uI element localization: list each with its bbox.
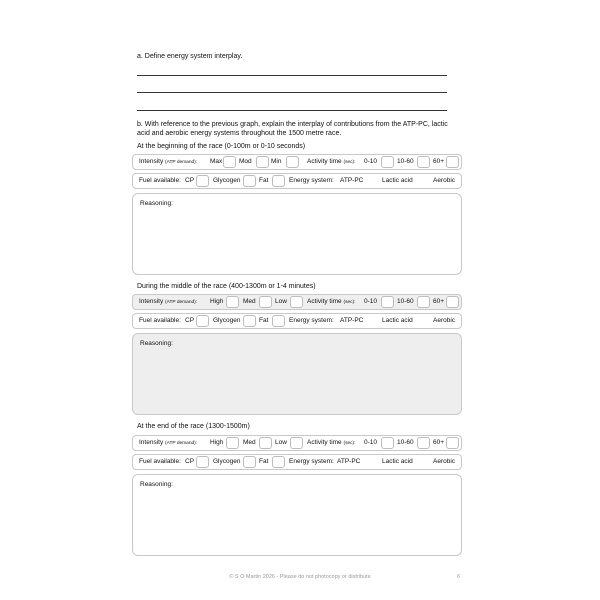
activity-option-60-plus: 60+	[433, 158, 445, 165]
fuel-option-glycogen: Glycogen	[213, 177, 241, 184]
activity-option-60-plus: 60+	[433, 298, 445, 305]
intensity-option-med: Med	[243, 439, 256, 446]
energy-option-atp-pc: ATP-PC	[340, 177, 364, 184]
energy-option-atp-pc: ATP-PC	[340, 317, 364, 324]
intensity-label: Intensity (ATP demand):	[139, 439, 198, 446]
fuel-option-cp: CP	[185, 177, 195, 184]
activity-option-60-plus: 60+	[433, 439, 445, 446]
section-1-title: At the beginning of the race (0-100m or 0-10 seconds)	[137, 143, 306, 150]
fuel-fat-checkbox[interactable]	[272, 315, 285, 327]
fuel-option-fat: Fat	[259, 317, 269, 324]
activity-label: Activity time (sec):	[307, 439, 356, 446]
activity-0-10-checkbox[interactable]	[381, 296, 394, 308]
fuel-option-cp: CP	[185, 317, 195, 324]
fuel-glycogen-checkbox[interactable]	[243, 175, 256, 187]
fuel-option-cp: CP	[185, 458, 195, 465]
intensity-med-checkbox[interactable]	[259, 296, 272, 308]
fuel-cp-checkbox[interactable]	[196, 315, 209, 327]
fuel-option-glycogen: Glycogen	[213, 317, 241, 324]
intensity-high-checkbox[interactable]	[226, 296, 239, 308]
activity-label: Activity time (sec):	[307, 298, 356, 305]
fuel-glycogen-checkbox[interactable]	[243, 456, 256, 468]
energy-option-lactic-acid: Lactic acid	[382, 177, 413, 184]
section-1-intensity-row	[132, 154, 462, 170]
question-b-line-1: b. With reference to the previous graph, explain the interplay of contributions from the ATP-PC, lactic	[137, 121, 448, 128]
intensity-mod-checkbox[interactable]	[256, 156, 269, 168]
intensity-med-checkbox[interactable]	[259, 437, 272, 449]
energy-label: Energy system:	[289, 458, 334, 465]
intensity-max-checkbox[interactable]	[223, 156, 236, 168]
section-2-fuel-row	[132, 313, 462, 329]
reasoning-label: Reasoning:	[140, 481, 173, 488]
activity-10-60-checkbox[interactable]	[417, 156, 430, 168]
fuel-option-fat: Fat	[259, 177, 269, 184]
answer-line-2[interactable]	[137, 92, 447, 93]
activity-10-60-checkbox[interactable]	[417, 296, 430, 308]
fuel-fat-checkbox[interactable]	[272, 456, 285, 468]
energy-option-lactic-acid: Lactic acid	[382, 317, 413, 324]
page-number: 6	[457, 574, 461, 580]
energy-option-aerobic: Aerobic	[433, 177, 456, 184]
fuel-glycogen-checkbox[interactable]	[243, 315, 256, 327]
fuel-option-glycogen: Glycogen	[213, 458, 241, 465]
section-3-title: At the end of the race (1300-1500m)	[137, 423, 250, 430]
section-3-reasoning-box[interactable]	[132, 474, 462, 556]
fuel-label: Fuel available:	[139, 317, 181, 324]
fuel-label: Fuel available:	[139, 458, 181, 465]
activity-60-plus-checkbox[interactable]	[446, 437, 459, 449]
section-2-intensity-row	[132, 294, 462, 310]
activity-10-60-checkbox[interactable]	[417, 437, 430, 449]
activity-0-10-checkbox[interactable]	[381, 437, 394, 449]
section-3-fuel-row	[132, 454, 462, 470]
intensity-high-checkbox[interactable]	[226, 437, 239, 449]
reasoning-label: Reasoning:	[140, 200, 173, 207]
question-b-line-2: acid and aerobic energy systems throughout the 1500 metre race.	[137, 130, 342, 137]
section-3-intensity-row	[132, 435, 462, 451]
fuel-label: Fuel available:	[139, 177, 181, 184]
section-1-reasoning-box[interactable]	[132, 193, 462, 275]
intensity-label: Intensity (ATP demand):	[139, 298, 198, 305]
intensity-option-med: Med	[243, 298, 256, 305]
activity-60-plus-checkbox[interactable]	[446, 156, 459, 168]
intensity-low-checkbox[interactable]	[290, 437, 303, 449]
energy-option-aerobic: Aerobic	[433, 317, 456, 324]
activity-60-plus-checkbox[interactable]	[446, 296, 459, 308]
activity-option-10-60: 10-60	[397, 439, 414, 446]
question-b	[137, 120, 448, 138]
activity-option-0-10: 0-10	[364, 158, 378, 165]
energy-label: Energy system:	[289, 177, 334, 184]
fuel-cp-checkbox[interactable]	[196, 456, 209, 468]
energy-label: Energy system:	[289, 317, 334, 324]
intensity-option-high: High	[210, 439, 224, 446]
energy-option-aerobic: Aerobic	[433, 458, 456, 465]
question-a: a. Define energy system interplay.	[137, 53, 243, 60]
activity-option-0-10: 0-10	[364, 439, 378, 446]
energy-option-atp-pc: ATP-PC	[337, 458, 361, 465]
section-2-title: During the middle of the race (400-1300m or 1-4 minutes)	[137, 283, 316, 290]
activity-option-0-10: 0-10	[364, 298, 378, 305]
intensity-option-low: Low	[275, 439, 287, 446]
answer-line-1[interactable]	[137, 75, 447, 76]
intensity-option-low: Low	[275, 298, 287, 305]
fuel-cp-checkbox[interactable]	[196, 175, 209, 187]
intensity-low-checkbox[interactable]	[290, 296, 303, 308]
activity-0-10-checkbox[interactable]	[381, 156, 394, 168]
answer-line-3[interactable]	[137, 110, 447, 111]
activity-label: Activity time (sec):	[307, 158, 356, 165]
energy-option-lactic-acid: Lactic acid	[382, 458, 413, 465]
activity-option-10-60: 10-60	[397, 158, 414, 165]
section-2-reasoning-box[interactable]	[132, 333, 462, 415]
intensity-option-min: Min	[271, 158, 282, 165]
activity-option-10-60: 10-60	[397, 298, 414, 305]
intensity-option-high: High	[210, 298, 224, 305]
fuel-fat-checkbox[interactable]	[272, 175, 285, 187]
intensity-option-mod: Mod	[239, 158, 252, 165]
intensity-min-checkbox[interactable]	[286, 156, 299, 168]
reasoning-label: Reasoning:	[140, 340, 173, 347]
intensity-option-max: Max	[210, 158, 223, 165]
copyright-footer: © S O Martin 2026 - Please do not photocopy or distribute	[229, 574, 371, 580]
intensity-label: Intensity (ATP demand):	[139, 158, 198, 165]
section-1-fuel-row	[132, 173, 462, 189]
fuel-option-fat: Fat	[259, 458, 269, 465]
